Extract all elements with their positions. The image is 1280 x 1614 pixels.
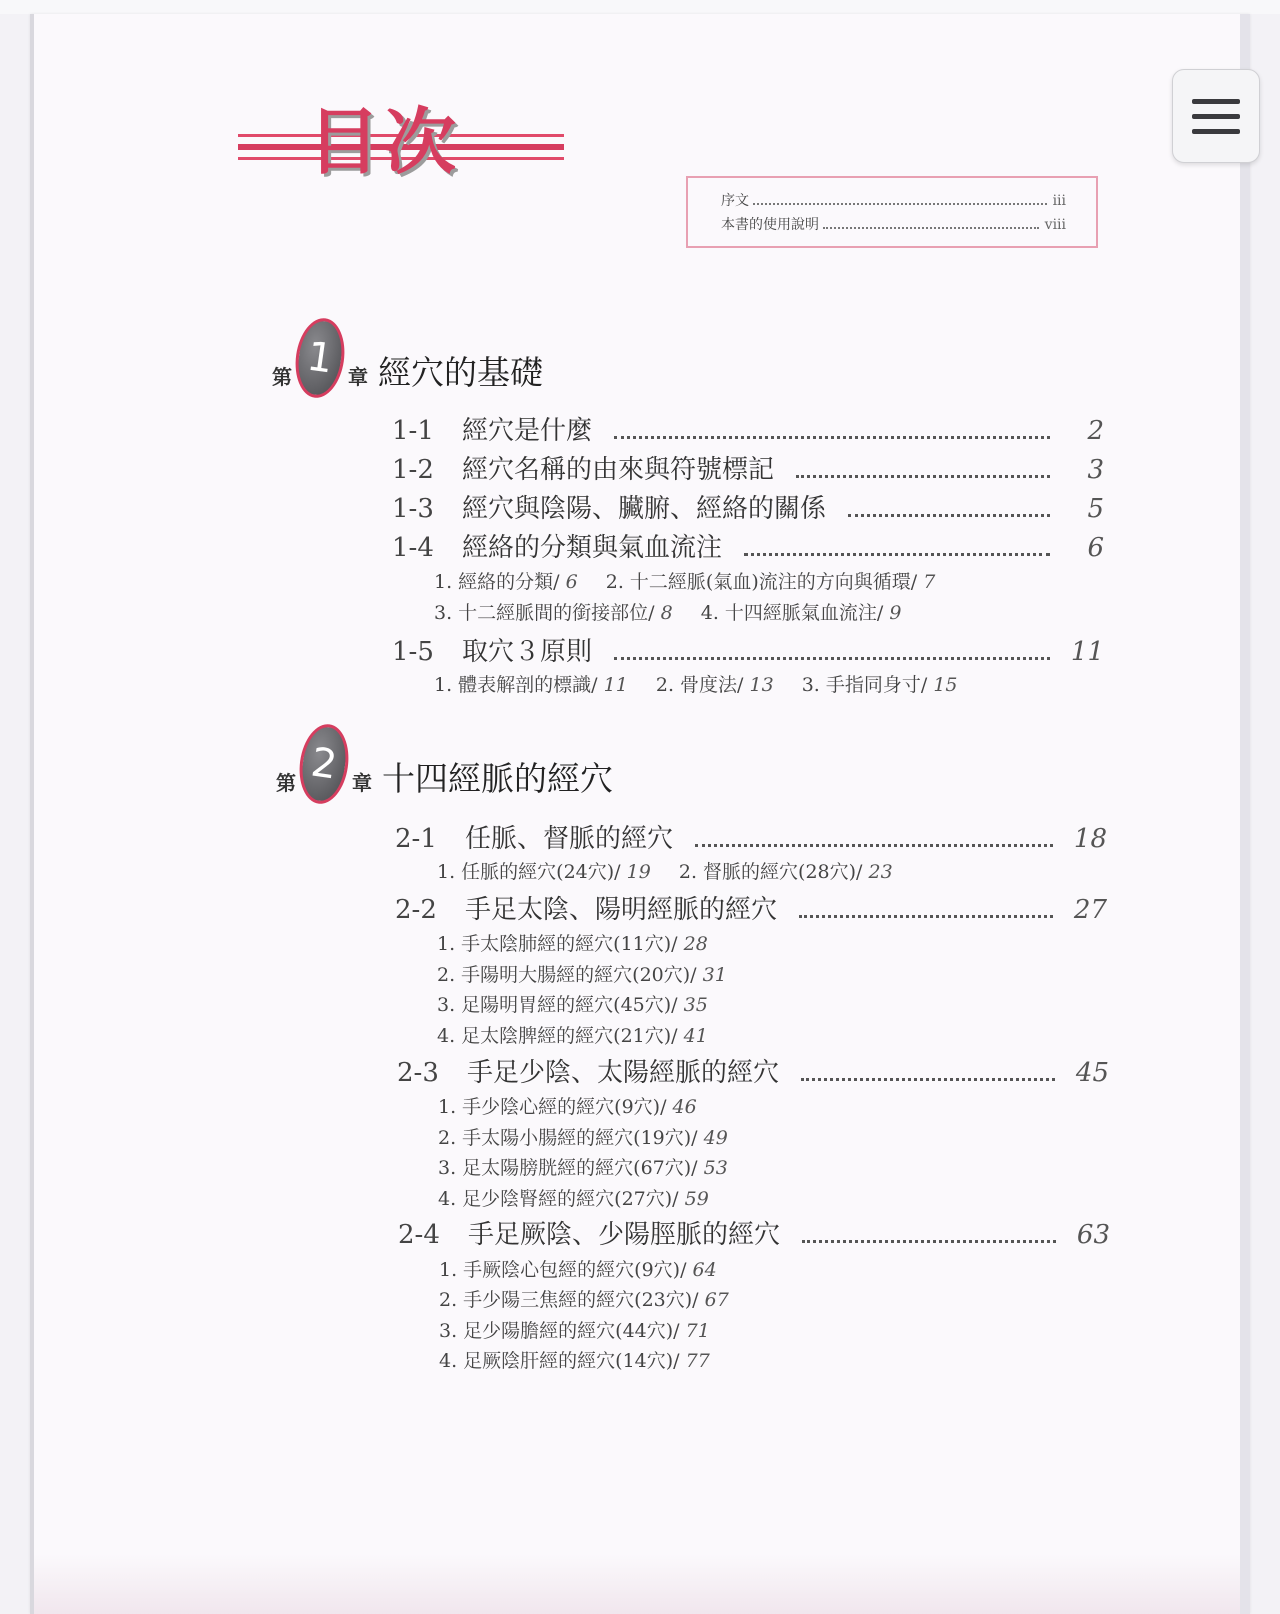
- section-title: 手足太陰、陽明經脈的經穴: [465, 895, 778, 925]
- subsection-line: [437, 857, 915, 884]
- subsection-item[interactable]: 3. 足太陽膀胱經的經穴(67穴)/ 53: [438, 1157, 728, 1179]
- toc-heading: [238, 84, 564, 184]
- page-number: 5: [1087, 494, 1104, 524]
- section-title: 手足少陰、太陽經脈的經穴: [467, 1058, 780, 1088]
- subsection-item[interactable]: 3. 足少陽膽經的經穴(44穴)/ 71: [439, 1320, 710, 1342]
- hamburger-menu-icon: [1192, 99, 1240, 134]
- subsection-item[interactable]: 3. 十二經脈間的銜接部位/ 8: [434, 602, 673, 624]
- chapter-heading-2[interactable]: [276, 724, 613, 804]
- leader-dots: [695, 844, 1053, 847]
- section-title: 手足厥陰、少陽脛脈的經穴: [468, 1220, 781, 1250]
- chapter-heading-1[interactable]: [272, 318, 543, 398]
- section-number: 1-4: [392, 533, 434, 563]
- chapter-suffix: 章: [352, 771, 372, 795]
- toc-entry-2-1[interactable]: [395, 818, 1107, 855]
- page-number: 18: [1073, 824, 1107, 854]
- page-number: 6: [1087, 533, 1104, 563]
- chapter-suffix: 章: [348, 365, 368, 389]
- leader-dots: [614, 657, 1050, 660]
- section-number: 1-3: [392, 494, 434, 524]
- subsection-line: [434, 670, 980, 697]
- front-matter-page: viii: [1044, 217, 1066, 233]
- viewer-top-bar: [0, 0, 1280, 14]
- subsection-item[interactable]: 2. 手太陽小腸經的經穴(19穴)/ 49: [438, 1127, 728, 1149]
- section-number: 2-2: [395, 895, 437, 925]
- subsection-item[interactable]: 2. 督脈的經穴(28穴)/ 23: [678, 861, 893, 883]
- toc-entry-1-2[interactable]: [392, 449, 1104, 486]
- front-matter-label: 本書的使用說明: [721, 217, 819, 233]
- subsection-item[interactable]: 1. 經絡的分類/ 6: [434, 571, 578, 593]
- page-number: 2: [1087, 416, 1104, 446]
- leader-dots: [799, 915, 1053, 918]
- leader-dots: [796, 475, 1050, 478]
- subsection-item[interactable]: 2. 骨度法/ 13: [655, 674, 774, 696]
- subsection-item[interactable]: 1. 手少陰心經的經穴(9穴)/ 46: [438, 1096, 697, 1118]
- toc-entry-2-4[interactable]: [398, 1214, 1110, 1251]
- subsection-item[interactable]: 1. 手太陰肺經的經穴(11穴)/ 28: [437, 933, 708, 955]
- toc-entry-1-4[interactable]: [392, 527, 1104, 564]
- toc-entry-1-5[interactable]: [392, 631, 1104, 668]
- chapter-prefix: 第: [276, 771, 296, 795]
- chapter-prefix: 第: [272, 365, 292, 389]
- section-title: 經穴是什麼: [462, 416, 593, 446]
- chapter-number-badge: 1: [291, 315, 350, 401]
- leader-dots: [823, 227, 1039, 229]
- section-number: 2-1: [395, 824, 437, 854]
- chapter-title: 經穴的基礎: [378, 353, 543, 392]
- page-number: 63: [1076, 1220, 1110, 1250]
- chapter-title: 十四經脈的經穴: [382, 759, 613, 798]
- leader-dots: [753, 203, 1047, 205]
- section-number: 2-4: [398, 1220, 440, 1250]
- subsection-item[interactable]: 4. 足太陰脾經的經穴(21穴)/ 41: [437, 1025, 708, 1047]
- leader-dots: [848, 514, 1050, 517]
- section-number: 1-5: [392, 637, 434, 667]
- subsection-item[interactable]: 4. 十四經脈氣血流注/ 9: [700, 602, 902, 624]
- subsection-item[interactable]: 1. 手厥陰心包經的經穴(9穴)/ 64: [439, 1259, 717, 1281]
- subsection-item[interactable]: 3. 足陽明胃經的經穴(45穴)/ 35: [437, 994, 708, 1016]
- leader-dots: [614, 436, 1050, 439]
- front-matter-entry[interactable]: [721, 190, 1066, 214]
- page-title: 目次: [308, 100, 461, 184]
- subsection-line: [434, 567, 957, 594]
- page-number: 11: [1070, 637, 1104, 667]
- section-number: 2-3: [397, 1058, 439, 1088]
- section-title: 取穴３原則: [462, 637, 593, 667]
- subsection-item[interactable]: 2. 手陽明大腸經的經穴(20穴)/ 31: [437, 964, 727, 986]
- toc-entry-1-1[interactable]: [392, 410, 1104, 447]
- leader-dots: [744, 553, 1050, 556]
- front-matter-entry[interactable]: [721, 214, 1066, 238]
- page-number: 3: [1087, 455, 1104, 485]
- section-title: 任脈、督脈的經穴: [465, 824, 674, 854]
- subsection-item[interactable]: 1. 任脈的經穴(24穴)/ 19: [437, 861, 651, 883]
- section-title: 經穴名稱的由來與符號標記: [462, 455, 775, 485]
- chapter-number-badge: 2: [295, 721, 354, 807]
- front-matter-page: iii: [1052, 193, 1066, 209]
- subsection-item[interactable]: 4. 足少陰腎經的經穴(27穴)/ 59: [438, 1188, 709, 1210]
- front-matter-box: [686, 176, 1098, 248]
- page-number: 27: [1073, 895, 1107, 925]
- leader-dots: [801, 1078, 1055, 1081]
- leader-dots: [802, 1240, 1056, 1243]
- section-title: 經穴與陰陽、臟腑、經絡的關係: [462, 494, 827, 524]
- document-page[interactable]: [30, 14, 1250, 1614]
- section-title: 經絡的分類與氣血流注: [462, 533, 723, 563]
- front-matter-label: 序文: [721, 193, 749, 209]
- section-number: 1-1: [392, 416, 434, 446]
- subsection-item[interactable]: 1. 體表解剖的標識/ 11: [434, 674, 628, 696]
- subsection-item[interactable]: 3. 手指同身寸/ 15: [801, 674, 958, 696]
- subsection-item[interactable]: 2. 手少陽三焦經的經穴(23穴)/ 67: [439, 1289, 729, 1311]
- subsection-line: [434, 598, 923, 625]
- section-number: 1-2: [392, 455, 434, 485]
- toc-entry-1-3[interactable]: [392, 488, 1104, 525]
- page-number: 45: [1075, 1058, 1109, 1088]
- subsection-item[interactable]: 4. 足厥陰肝經的經穴(14穴)/ 77: [439, 1350, 710, 1372]
- toc-entry-2-2[interactable]: [395, 889, 1107, 926]
- toc-entry-2-3[interactable]: [397, 1052, 1109, 1089]
- menu-button[interactable]: [1172, 69, 1260, 163]
- subsection-item[interactable]: 2. 十二經脈(氣血)流注的方向與循環/ 7: [605, 571, 936, 593]
